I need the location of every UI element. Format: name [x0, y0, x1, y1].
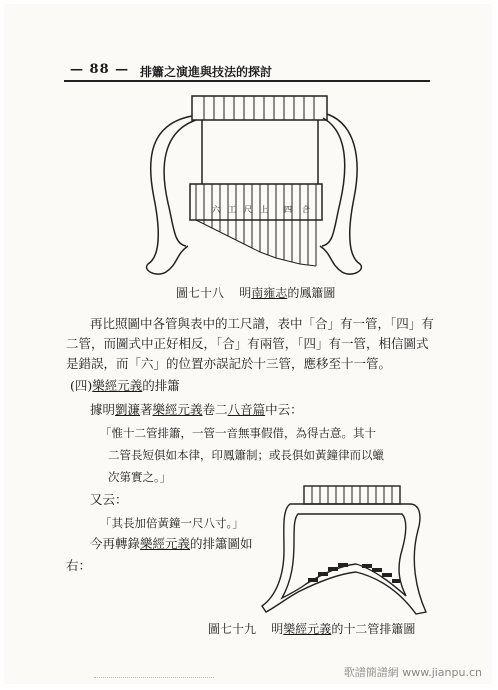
- figure-79-suffix: 的十二管排簫圖: [331, 622, 416, 636]
- phoenix-pan-flute-illustration: [140, 88, 370, 280]
- pipe-mark: 六: [212, 205, 220, 214]
- pipe-mark: 工: [228, 205, 236, 214]
- pipe-mark: 尺: [244, 205, 252, 214]
- paragraph-2-line-1: [90, 534, 253, 554]
- figure-79-number: 圖七十九: [208, 622, 257, 636]
- pipe-mark: 合: [302, 205, 310, 214]
- citation-chapter: 八音篇: [227, 402, 266, 417]
- citation-author: 劉濂: [115, 402, 141, 417]
- paragraph-2-book: 樂經元義: [140, 536, 191, 551]
- running-title: 排簫之演進與技法的探討: [140, 65, 273, 79]
- citation-suffix: 中云：: [265, 402, 303, 417]
- quote-1-line: 二管長短俱如本律，印鳳簫制；或長俱如黃鐘律而以蠟: [108, 448, 384, 462]
- youyun-text: 又云：: [90, 492, 128, 507]
- pipe-mark: 四: [284, 205, 292, 214]
- quote-1: [100, 422, 440, 488]
- figure-78-suffix: 的鳳簫圖: [287, 286, 336, 300]
- lower-pipes: [196, 184, 316, 266]
- citation-line: [90, 400, 303, 420]
- paragraph-1-line: 二管，而圖式中正好相反，「合」有兩管，「四」有一管，相信圖式: [66, 336, 429, 351]
- top-crossbar: [192, 96, 327, 120]
- section-number: (四): [70, 378, 93, 393]
- twelve-pipe-pan-flute-illustration: [260, 480, 430, 620]
- bottom-dotted-rule: [94, 677, 214, 678]
- paragraph-2-line-2: 右：: [66, 558, 92, 573]
- left-frame-arm: [147, 116, 192, 274]
- paragraph-2-suffix: 的排簫圖如: [190, 536, 253, 551]
- figure-78-prefix: 明: [239, 286, 252, 300]
- paragraph-1-line: 再比照圖中各管與表中的工尺譜，表中「合」有一管，「四」有: [90, 316, 434, 331]
- quote-2: 「其長加倍黃鐘一尺八寸。」: [100, 516, 244, 530]
- section-heading: [70, 376, 180, 396]
- quote-1-line: 「惟十二管排簫，一管一音無事假借，為得古意。其十: [100, 426, 376, 440]
- citation-prefix: 據明: [90, 402, 116, 417]
- paragraph-1-line: 是錯誤，而「六」的位置亦誤記於十三管，應移至十一管。: [66, 356, 392, 371]
- pipe-mark: 上: [260, 205, 268, 214]
- figure-78-caption: [176, 284, 335, 301]
- citation-book: 樂經元義: [152, 402, 203, 417]
- figure-79-caption: [208, 620, 415, 637]
- header-rule: [64, 80, 430, 82]
- citation-mid: 著: [140, 402, 153, 417]
- figure-78-book: 南雍志: [251, 286, 288, 300]
- quote-1-line: 次第實之。」: [108, 470, 172, 484]
- watermark: 歌譜簡譜網 www.jianpu.cn: [343, 666, 482, 679]
- figure-78-number: 圖七十八: [176, 286, 225, 300]
- citation-volume: 卷二: [202, 402, 228, 417]
- figure-79-prefix: 明: [271, 622, 284, 636]
- paragraph-1: [66, 314, 446, 374]
- outer-frame: [262, 504, 426, 614]
- figure-79-book: 樂經元義: [283, 622, 332, 636]
- page-number: — 88 —: [70, 62, 130, 77]
- page: [4, 4, 492, 684]
- paragraph-2-prefix: 今再轉錄: [90, 536, 141, 551]
- section-book: 樂經元義: [92, 378, 143, 393]
- section-suffix: 的排簫: [142, 378, 180, 393]
